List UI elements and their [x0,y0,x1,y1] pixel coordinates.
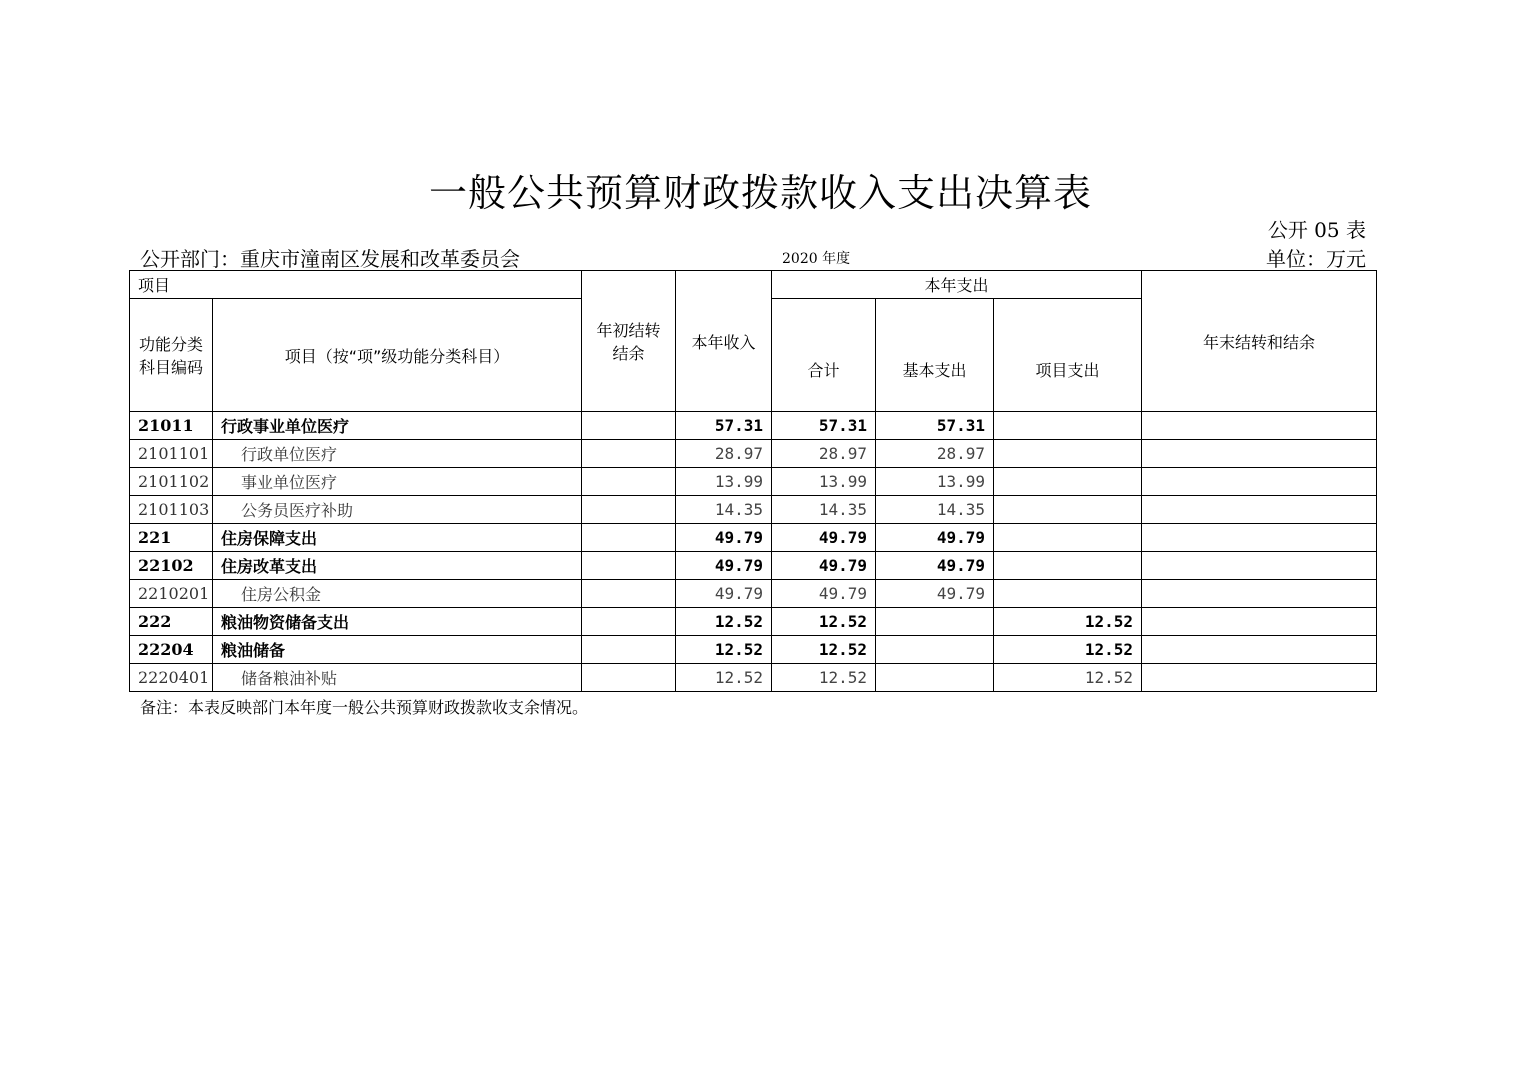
cell-income: 14.35 [676,496,772,524]
cell-basic: 13.99 [876,468,994,496]
cell-total: 49.79 [772,552,876,580]
cell-name: 行政事业单位医疗 [213,412,582,440]
cell-name: 储备粮油补贴 [213,664,582,692]
cell-income: 12.52 [676,608,772,636]
table-row [130,524,1377,552]
report-title: 一般公共预算财政拨款收入支出决算表 [428,171,1092,215]
cell-income: 49.79 [676,524,772,552]
cell-project [994,468,1142,496]
cell-total: 14.35 [772,496,876,524]
cell-basic: 49.79 [876,524,994,552]
cell-begin-balance [582,412,676,440]
cell-name: 事业单位医疗 [213,468,582,496]
cell-end-balance [1142,664,1377,692]
header-end-balance: 年末结转和结余 [1142,271,1377,412]
cell-project: 12.52 [994,608,1142,636]
cell-income: 49.79 [676,580,772,608]
cell-income: 13.99 [676,468,772,496]
cell-begin-balance [582,496,676,524]
header-project: 项目支出 [994,299,1142,412]
cell-code: 2101101 [130,440,213,468]
cell-project [994,496,1142,524]
cell-project [994,552,1142,580]
cell-end-balance [1142,412,1377,440]
department-label: 公开部门：重庆市潼南区发展和改革委员会 [140,247,520,271]
header-basic: 基本支出 [876,299,994,412]
cell-basic [876,608,994,636]
table-row [130,608,1377,636]
cell-basic [876,636,994,664]
cell-end-balance [1142,580,1377,608]
cell-total: 49.79 [772,524,876,552]
cell-name: 住房公积金 [213,580,582,608]
cell-end-balance [1142,608,1377,636]
cell-end-balance [1142,524,1377,552]
cell-name: 住房改革支出 [213,552,582,580]
cell-code: 2101102 [130,468,213,496]
cell-income: 12.52 [676,636,772,664]
cell-end-balance [1142,496,1377,524]
cell-name: 住房保障支出 [213,524,582,552]
cell-name: 粮油储备 [213,636,582,664]
table-row [130,468,1377,496]
cell-code: 22102 [130,552,213,580]
header-code: 功能分类科目编码 [130,299,213,412]
cell-basic: 57.31 [876,412,994,440]
header-total: 合计 [772,299,876,412]
cell-income: 12.52 [676,664,772,692]
budget-table [129,270,1377,692]
cell-code: 221 [130,524,213,552]
cell-code: 2101103 [130,496,213,524]
fiscal-year: 2020 年度 [782,251,851,267]
cell-total: 57.31 [772,412,876,440]
footnote: 备注：本表反映部门本年度一般公共预算财政拨款收支余情况。 [140,698,589,717]
cell-begin-balance [582,468,676,496]
header-begin-balance: 年初结转结余 [582,271,676,412]
cell-total: 49.79 [772,580,876,608]
cell-begin-balance [582,636,676,664]
cell-code: 22204 [130,636,213,664]
cell-name: 行政单位医疗 [213,440,582,468]
table-body [130,412,1377,692]
table-row [130,580,1377,608]
cell-income: 57.31 [676,412,772,440]
cell-code: 21011 [130,412,213,440]
cell-basic: 49.79 [876,552,994,580]
cell-basic: 28.97 [876,440,994,468]
cell-total: 12.52 [772,664,876,692]
cell-code: 2210201 [130,580,213,608]
cell-code: 222 [130,608,213,636]
cell-project [994,412,1142,440]
header-income: 本年收入 [676,271,772,412]
cell-name: 公务员医疗补助 [213,496,582,524]
cell-basic: 49.79 [876,580,994,608]
cell-begin-balance [582,664,676,692]
cell-total: 12.52 [772,608,876,636]
cell-total: 13.99 [772,468,876,496]
cell-project: 12.52 [994,636,1142,664]
cell-code: 2220401 [130,664,213,692]
cell-begin-balance [582,440,676,468]
unit-label: 单位：万元 [1266,247,1366,271]
table-row [130,664,1377,692]
header-name: 项目（按“项”级功能分类科目） [213,299,582,412]
table-number: 公开 05 表 [1267,218,1366,242]
cell-begin-balance [582,608,676,636]
cell-begin-balance [582,524,676,552]
cell-end-balance [1142,468,1377,496]
table-row [130,496,1377,524]
cell-begin-balance [582,552,676,580]
cell-end-balance [1142,636,1377,664]
cell-income: 28.97 [676,440,772,468]
table-row [130,636,1377,664]
cell-total: 12.52 [772,636,876,664]
header-item: 项目 [130,271,582,299]
cell-begin-balance [582,580,676,608]
header-expense-group: 本年支出 [772,271,1142,299]
table-row [130,552,1377,580]
cell-total: 28.97 [772,440,876,468]
table-row [130,440,1377,468]
cell-basic [876,664,994,692]
cell-end-balance [1142,552,1377,580]
cell-project [994,440,1142,468]
cell-project [994,580,1142,608]
cell-end-balance [1142,440,1377,468]
cell-income: 49.79 [676,552,772,580]
cell-basic: 14.35 [876,496,994,524]
cell-name: 粮油物资储备支出 [213,608,582,636]
cell-project [994,524,1142,552]
cell-project: 12.52 [994,664,1142,692]
table-row [130,412,1377,440]
